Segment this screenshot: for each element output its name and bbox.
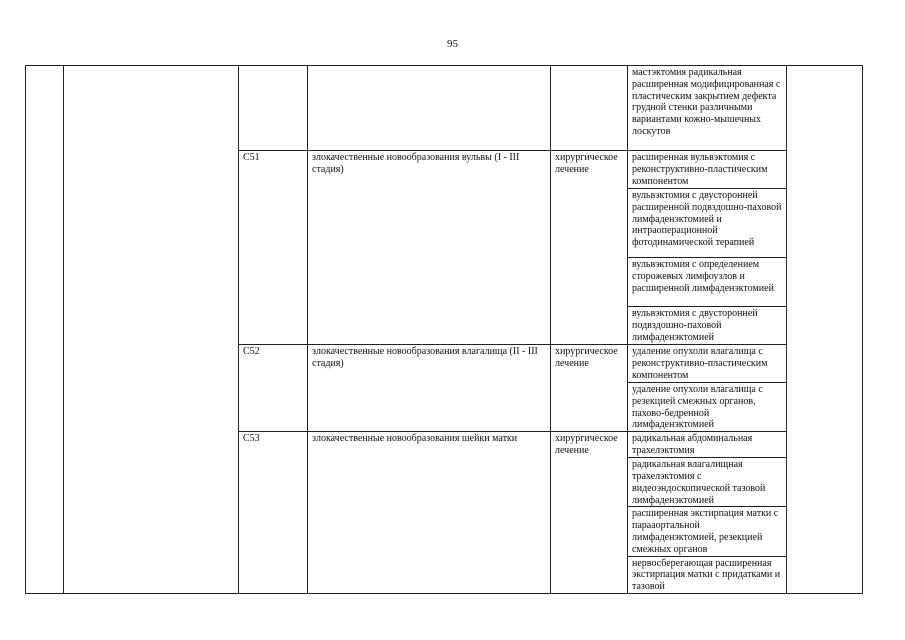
code-cell: C52	[239, 345, 308, 432]
diagnosis-cell: злокачественные новообразования шейки матки	[308, 432, 551, 594]
diagnosis-cell: злокачественные новообразования влагалища (II - III стадия)	[308, 345, 551, 432]
empty-last-cell	[787, 66, 863, 594]
method-cell: расширенная экстирпация матки с парааортальной лимфаденэктомией, резекцией смежных органов	[628, 507, 787, 556]
code-cell	[239, 66, 308, 151]
method-cell: расширенная вульвэктомия с реконструктивно-пластическим компонентом	[628, 151, 787, 189]
table-row	[26, 66, 863, 151]
treatment-type-cell: хирургическое лечение	[551, 151, 628, 345]
method-cell: радикальная влагалищная трахелэктомия с видеоэндоскопической тазовой лимфаденэктомией	[628, 458, 787, 507]
method-cell: мастэктомия радикальная расширенная модифицированная с пластическим закрытием дефекта грудной стенки различными вариантами кожно-мышечных лоскутов	[628, 66, 787, 151]
method-cell: удаление опухоли влагалища с реконструктивно-пластическим компонентом	[628, 345, 787, 383]
method-cell: удаление опухоли влагалища с резекцией смежных органов, пахово-бедренной лимфаденэктомией	[628, 383, 787, 432]
method-cell: вульвэктомия с двусторонней расширенной подвздошно-паховой лимфаденэктомией и интраоперационной фотодинамической терапией	[628, 189, 787, 258]
treatment-type-cell: хирургическое лечение	[551, 345, 628, 432]
method-cell: вульвэктомия с определением сторожевых лимфоузлов и расширенной лимфаденэктомией	[628, 258, 787, 307]
treatment-type-cell	[551, 66, 628, 151]
code-cell: C53	[239, 432, 308, 594]
method-cell: вульвэктомия с двусторонней подвздошно-паховой лимфаденэктомией	[628, 307, 787, 345]
diagnosis-cell: злокачественные новообразования вульвы (I - III стадия)	[308, 151, 551, 345]
page-number: 95	[447, 38, 458, 50]
code-cell: C51	[239, 151, 308, 345]
empty-profile-cell	[64, 66, 239, 594]
method-cell: нервосберегающая расширенная экстирпация матки с придатками и тазовой	[628, 556, 787, 593]
treatment-type-cell: хирургическое лечение	[551, 432, 628, 594]
method-cell: радикальная абдоминальная трахелэктомия	[628, 432, 787, 458]
medical-care-table	[25, 65, 863, 594]
diagnosis-cell	[308, 66, 551, 151]
empty-index-cell	[26, 66, 64, 594]
